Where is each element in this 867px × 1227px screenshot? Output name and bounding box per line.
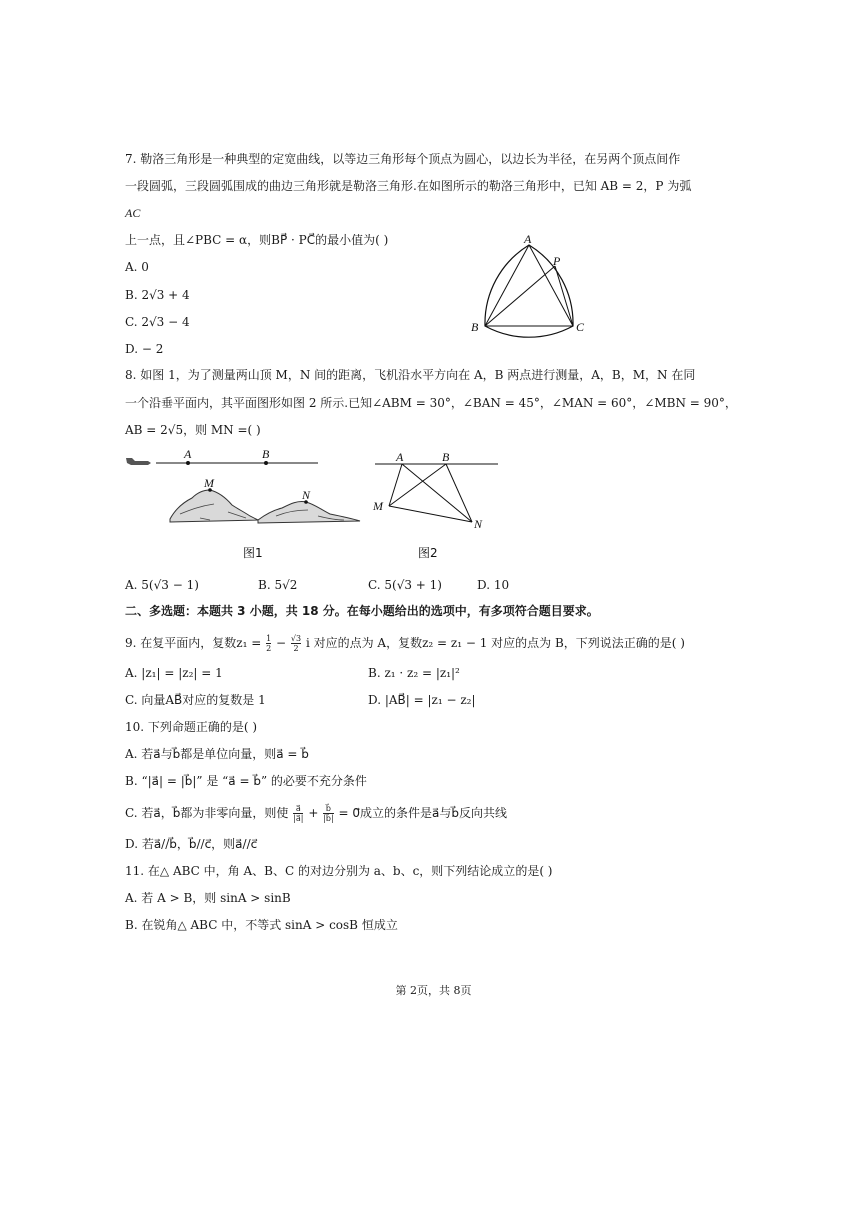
fig1-label-m: M	[204, 476, 214, 490]
q7-option-b: B. 2√3 + 4	[125, 288, 190, 302]
label-b: B	[471, 320, 479, 334]
page-footer: 第 2页，共 8页	[395, 984, 472, 997]
q7-line-2: 一段圆弧，三段圆弧围成的曲边三角形就是勒洛三角形.在如图所示的勒洛三角形中，已知 AB = 2，P 为弧	[125, 179, 692, 193]
q10-frac-b-num: b⃗	[323, 804, 333, 814]
fig1-label-a: A	[184, 447, 192, 461]
figure-1-mountains	[120, 445, 370, 565]
fig2-label-m: M	[373, 499, 383, 513]
q10-option-b: B. “|a⃗| = |b⃗|” 是 “a⃗ = b⃗” 的必要不充分条件	[125, 774, 367, 788]
q8-line-3: AB = 2√5，则 MN =( )	[125, 423, 261, 437]
q7-line-1: 7. 勒洛三角形是一种典型的定宽曲线，以等边三角形每个顶点为圆心，以边长为半径，在另两个顶点间作	[125, 152, 681, 166]
q9-option-c: C. 向量AB⃗对应的复数是 1	[125, 693, 266, 707]
q9-stem-pre: 9. 在复平面内，复数z₁ =	[125, 636, 262, 650]
q10-option-a: A. 若a⃗与b⃗都是单位向量，则a⃗ = b⃗	[125, 747, 309, 761]
fig2-label-n: N	[474, 517, 483, 531]
q9-option-d: D. |AB⃗| = |z₁ − z₂|	[368, 693, 476, 707]
fig2-label-a: A	[396, 450, 404, 464]
mountain-n-shape	[258, 501, 360, 523]
fig1-caption: 图1	[243, 546, 263, 560]
q10-fraction-a	[293, 804, 303, 823]
q8-option-c: C. 5(√3 + 1)	[368, 578, 442, 592]
q9-option-a: A. |z₁| = |z₂| = 1	[125, 666, 223, 680]
q10-option-d: D. 若a⃗//b⃗，b⃗//c⃗，则a⃗//c⃗	[125, 837, 258, 851]
q8-option-b: B. 5√2	[258, 578, 298, 592]
q9-minus: −	[276, 636, 287, 650]
q9-stem-post: i 对应的点为 A，复数z₂ = z₁ − 1 对应的点为 B，下列说法正确的是( )	[305, 636, 685, 650]
label-c: C	[576, 320, 585, 334]
q8-option-a: A. 5(√3 − 1)	[125, 578, 199, 592]
q7-line-4: 上一点，且∠PBC = α，则BP⃗ · PC⃗的最小值为( )	[125, 233, 389, 247]
q9-fraction-1	[266, 634, 271, 653]
q10-fraction-b	[323, 804, 333, 823]
q7-line-3: AC	[125, 206, 141, 220]
q10-frac-a-num: a⃗	[293, 804, 303, 814]
q9-frac1-num: 1	[266, 634, 272, 643]
q9-frac2-num: √3	[290, 634, 302, 643]
q11-option-a: A. 若 A > B，则 sinA > sinB	[125, 891, 291, 905]
fig1-label-b: B	[262, 447, 270, 461]
q10-frac-a-den: |a⃗|	[293, 814, 304, 823]
q9-stem	[125, 634, 685, 653]
label-a: A	[524, 232, 532, 246]
q10-opt-c-post: = 0⃗成立的条件是a⃗与b⃗反向共线	[338, 806, 507, 820]
label-p: P	[553, 254, 561, 268]
q9-option-b: B. z₁ · z₂ = |z₁|²	[368, 666, 460, 680]
fig1-label-n: N	[302, 488, 311, 502]
q10-frac-b-den: |b⃗|	[323, 814, 334, 823]
q7-option-d: D. − 2	[125, 342, 164, 356]
q9-frac1-den: 2	[266, 644, 272, 653]
fig2-caption: 图2	[418, 546, 438, 560]
q8-option-d: D. 10	[477, 578, 510, 592]
q8-line-1: 8. 如图 1，为了测量两山顶 M，N 间的距离，飞机沿水平方向在 A，B 两点进行测量，A，B，M，N 在同	[125, 368, 696, 382]
q10-option-c	[125, 804, 507, 823]
q10-opt-c-plus: +	[308, 806, 319, 820]
q11-option-b: B. 在锐角△ ABC 中，不等式 sinA > cosB 恒成立	[125, 918, 398, 932]
reuleaux-triangle-figure	[460, 228, 600, 338]
q9-fraction-2	[291, 634, 301, 653]
q10-stem: 10. 下列命题正确的是( )	[125, 720, 258, 734]
figure-2-geometry	[365, 445, 505, 565]
airplane-icon	[126, 458, 151, 465]
q9-frac2-den: 2	[293, 644, 299, 653]
q10-opt-c-pre: C. 若a⃗，b⃗都为非零向量，则使	[125, 806, 289, 820]
q7-option-a: A. 0	[125, 260, 149, 274]
q11-stem: 11. 在△ ABC 中，角 A、B、C 的对边分别为 a、b、c，则下列结论成立的是( )	[125, 864, 553, 878]
section-2-heading: 二、多选题：本题共 3 小题，共 18 分。在每小题给出的选项中，有多项符合题目要求。	[125, 604, 599, 618]
q8-line-2: 一个沿垂平面内，其平面图形如图 2 所示.已知∠ABM = 30°，∠BAN = 45°，∠MAN = 60°，∠MBN = 90°，	[125, 396, 737, 410]
fig2-label-b: B	[442, 450, 450, 464]
q7-option-c: C. 2√3 − 4	[125, 315, 190, 329]
